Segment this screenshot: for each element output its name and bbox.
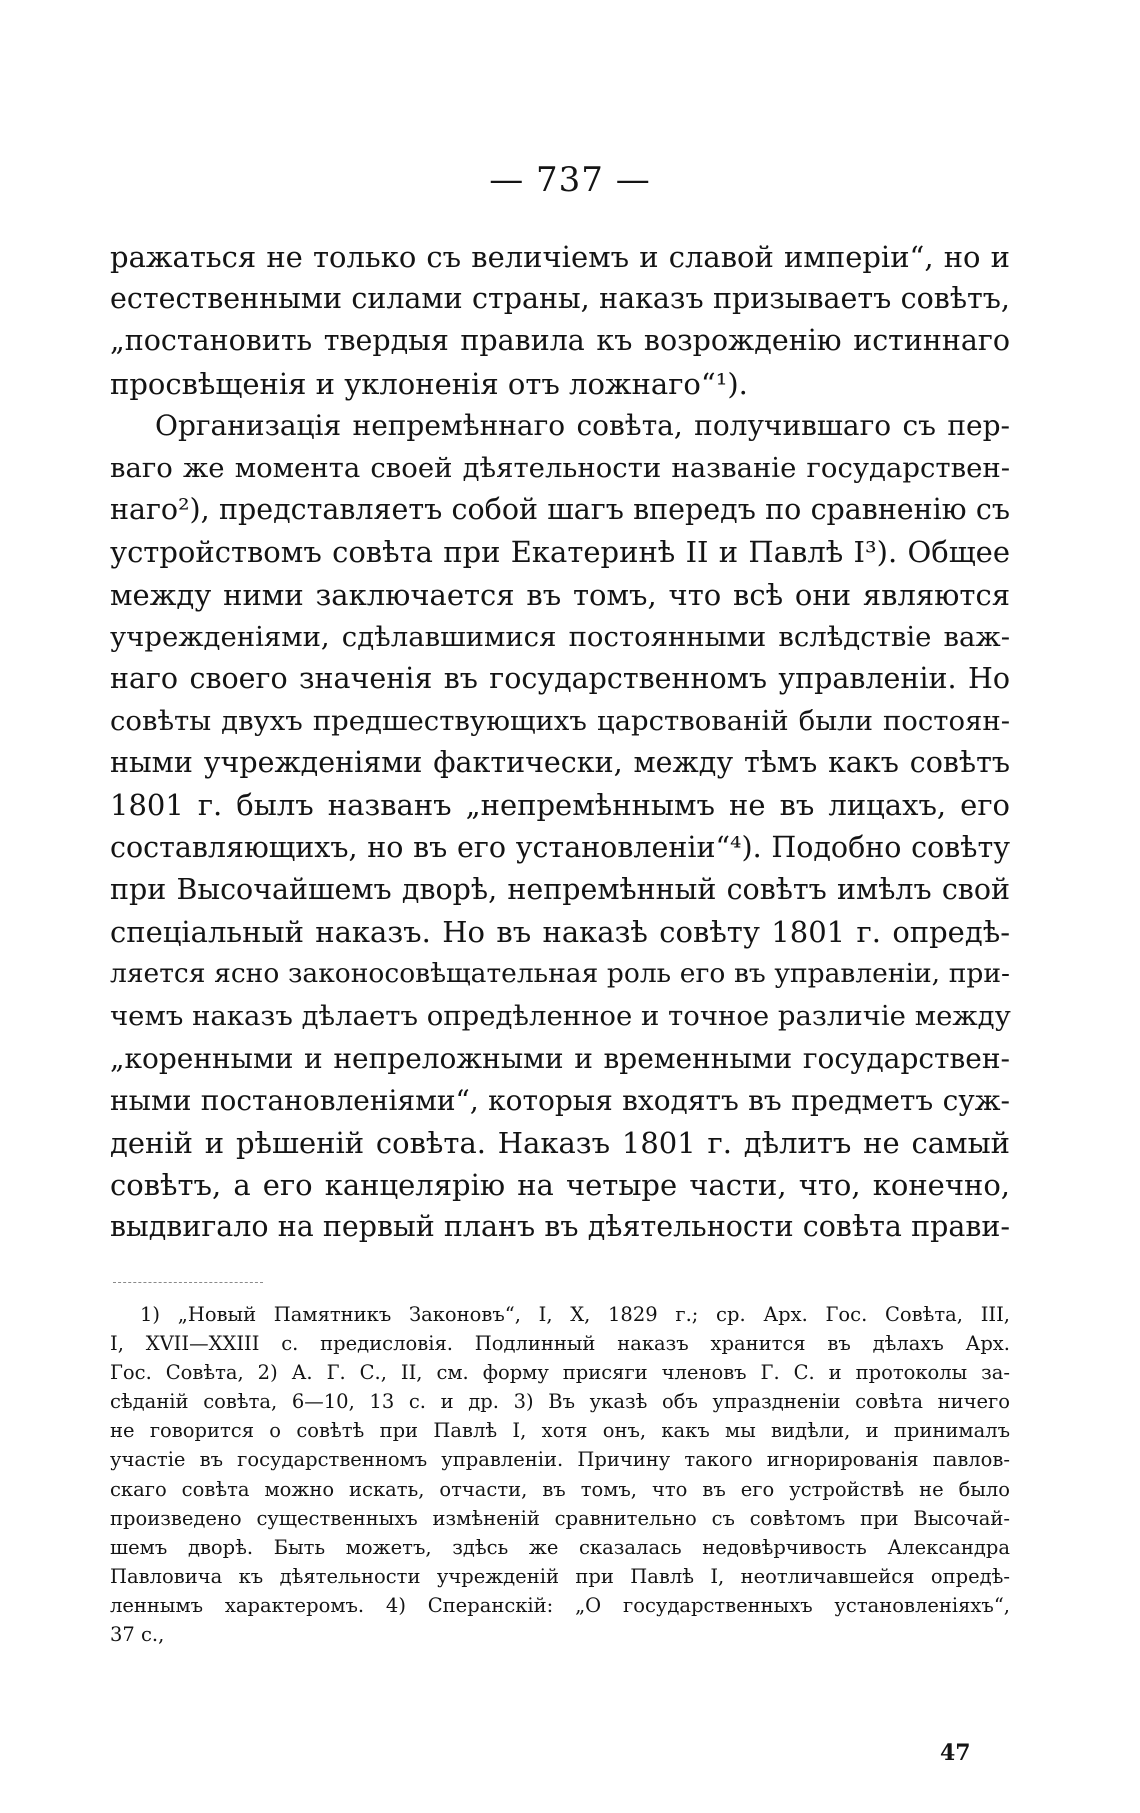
text-line: естественными силами страны, наказъ призываетъ совѣтъ, <box>110 282 1010 316</box>
footnotes <box>110 1300 1010 1649</box>
text-line: выдвигало на первый планъ въ дѣятельности совѣта прави- <box>110 1210 1010 1244</box>
text-line: ваго же момента своей дѣятельности названіе государствен- <box>110 451 1010 484</box>
footnote-line: леннымъ характеромъ. 4) Сперанскій: „О государственныхъ установленіяхъ“, <box>110 1593 1010 1617</box>
footnote-line: участіе въ государственномъ управленіи. Причину такого игнорированія павлов- <box>110 1448 1010 1472</box>
main-text <box>110 236 1010 1249</box>
footnote-line: 1) „Новый Памятникъ Законовъ“, I, X, 1829 г.; ср. Арх. Гос. Совѣта, III, <box>140 1303 1010 1326</box>
text-line: ными постановленіями“, которыя входятъ въ предметъ суж- <box>110 1083 1010 1117</box>
text-line: совѣтъ, а его канцелярію на четыре части, что, конечно, <box>110 1168 1010 1203</box>
signature-mark: 47 <box>940 1740 971 1766</box>
text-line: просвѣщенія и уклоненія отъ ложнаго“¹). <box>110 366 748 401</box>
footnote-line: Гос. Совѣта, 2) А. Г. С., II, см. форму присяги членовъ Г. С. и протоколы за- <box>110 1361 1010 1385</box>
footnote-line: 37 с., <box>110 1623 165 1647</box>
text-line: „коренными и непреложными и временными государствен- <box>110 1041 1010 1075</box>
footnote-line: Павловича къ дѣятельности учрежденій при Павлѣ I, неотличавшейся опредѣ- <box>110 1564 1010 1588</box>
text-line: ляется ясно законосовѣщательная роль его въ управленіи, при- <box>110 958 1010 990</box>
footnote-line: скаго совѣта можно искать, отчасти, въ томъ, что въ его устройствѣ не было <box>110 1477 1010 1501</box>
footnote-line: не говорится о совѣтѣ при Павлѣ I, хотя онъ, какъ мы видѣли, и принималъ <box>110 1419 1010 1443</box>
page-number: — 737 — <box>489 160 651 200</box>
text-line: между ними заключается въ томъ, что всѣ они являются <box>110 577 1010 612</box>
text-line: наго²), представляетъ собой шагъ впередъ по сравненію съ <box>110 493 1010 527</box>
text-line: „постановить твердыя правила къ возрожденію истиннаго <box>110 324 1010 358</box>
text-line: учрежденіями, сдѣлавшимися постоянными вслѣдствіе важ- <box>110 620 1010 653</box>
footnote-line: произведено существенныхъ измѣненій сравнительно съ совѣтомъ при Высочай- <box>110 1506 1010 1530</box>
text-line: спеціальный наказъ. Но въ наказѣ совѣту 1801 г. опредѣ- <box>110 915 1010 949</box>
text-line: Организація непремѣннаго совѣта, получившаго съ пер- <box>155 408 1010 442</box>
text-line: устройствомъ совѣта при Екатеринѣ II и Павлѣ I³). Общее <box>110 535 1010 570</box>
text-line: ражаться не только съ величіемъ и славой имперіи“, но и <box>110 240 1010 274</box>
text-line: совѣты двухъ предшествующихъ царствованій были постоян- <box>110 705 1010 738</box>
footnote-line: шемъ дворѣ. Быть можетъ, здѣсь же сказалась недовѣрчивость Александра <box>110 1535 1010 1559</box>
text-line: составляющихъ, но въ его установленіи“⁴). Подобно совѣту <box>110 830 1010 864</box>
footnote-line: сѣданій совѣта, 6—10, 13 с. и др. 3) Въ указѣ объ упраздненіи совѣта ничего <box>110 1390 1010 1414</box>
text-line: 1801 г. былъ названъ „непремѣннымъ не въ лицахъ, его <box>110 788 1010 823</box>
text-line: при Высочайшемъ дворѣ, непремѣнный совѣтъ имѣлъ свой <box>110 872 1010 906</box>
text-line: чемъ наказъ дѣлаетъ опредѣленное и точное различіе между <box>110 1000 1011 1033</box>
footnote-line: I, XVII—XXIII с. предисловія. Подлинный наказъ хранится въ дѣлахъ Арх. <box>110 1332 1010 1356</box>
footnote-divider <box>113 1282 263 1283</box>
text-line: ными учрежденіями фактически, между тѣмъ какъ совѣтъ <box>110 746 1010 780</box>
text-line: наго своего значенія въ государственномъ управленіи. Но <box>110 661 1010 695</box>
text-line: деній и рѣшеній совѣта. Наказъ 1801 г. дѣлитъ не самый <box>110 1125 1010 1160</box>
